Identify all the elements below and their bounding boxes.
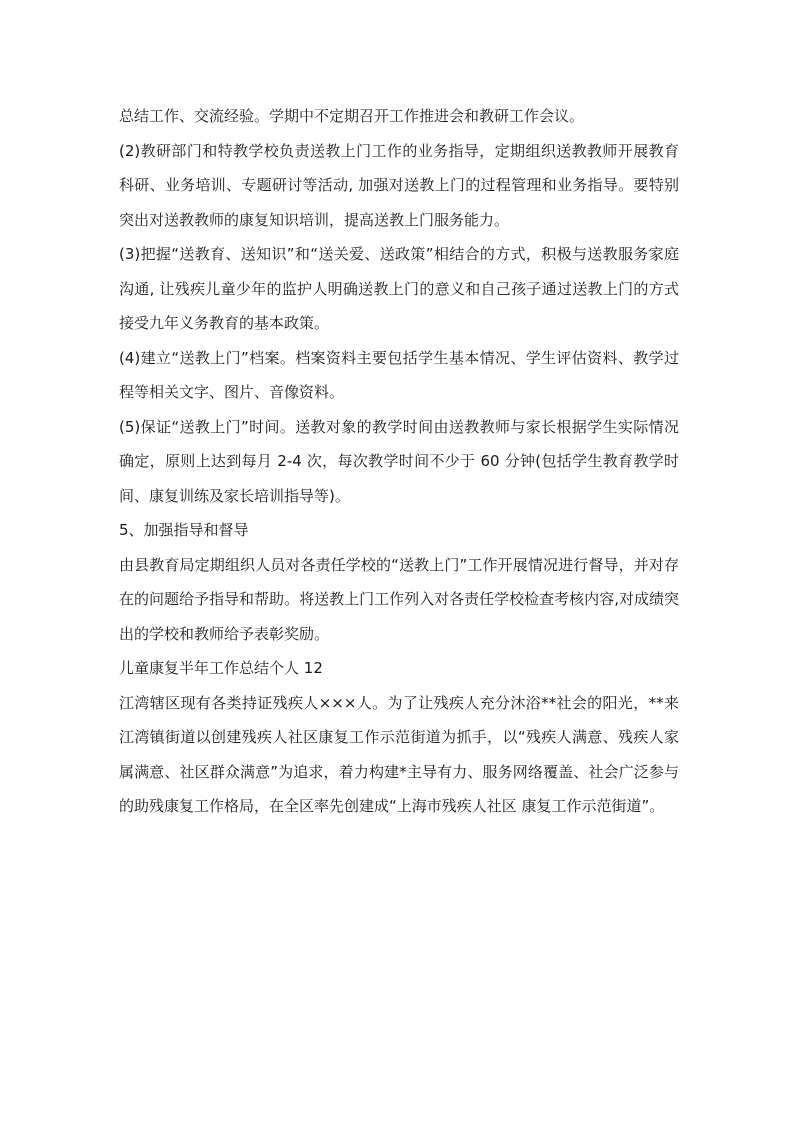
- document-body: [119, 99, 679, 824]
- article-paragraph: 江湾辖区现有各类持证残疾人×××人。为了让残疾人充分沐浴**社会的阳光，**来江湾镇街道以创建残疾人社区康复工作示范街道为抓手，以“残疾人满意、残疾人家属满意、社区群众满意”为追求，着力构建*主导有力、服务网络覆盖、社会广泛参与的助残康复工作格局，在全区率先创建成“上海市残疾人社区 康复工作示范街道”。: [119, 693, 679, 815]
- paragraph-item-3: (3)把握“送教育、送知识”和“送关爱、送政策”相结合的方式，积极与送教服务家庭沟通, 让残疾儿童少年的监护人明确送教上门的意义和自己孩子通过送教上门的方式接受九年义务教育的基本政策。: [119, 245, 679, 332]
- paragraph-item-5: (5)保证“送教上门”时间。送教对象的教学时间由送教教师与家长根据学生实际情况确定，原则上达到每月 2-4 次，每次教学时间不少于 60 分钟(包括学生教育教学时间、康复训练及家长培训指导等)。: [119, 417, 679, 505]
- section-heading: 5、加强指导和督导: [119, 521, 249, 539]
- paragraph-summary: 总结工作、交流经验。学期中不定期召开工作推进会和教研工作会议。: [119, 107, 585, 125]
- paragraph-item-4: (4)建立“送教上门”档案。档案资料主要包括学生基本情况、学生评估资料、教学过程等相关文字、图片、音像资料。: [119, 348, 679, 401]
- article-title: 儿童康复半年工作总结个人 12: [119, 659, 323, 677]
- paragraph-item-2: (2)教研部门和特教学校负责送教上门工作的业务指导，定期组织送教教师开展教育科研、业务培训、专题研讨等活动, 加强对送教上门的过程管理和业务指导。要特别突出对送教教师的康复知识培训，提高送教上门服务能力。: [119, 141, 679, 229]
- section-paragraph: 由县教育局定期组织人员对各责任学校的“送教上门”工作开展情况进行督导，并对存在的问题给予指导和帮助。将送教上门工作列入对各责任学校检查考核内容,对成绩突出的学校和教师给予表彰奖励。: [119, 555, 679, 643]
